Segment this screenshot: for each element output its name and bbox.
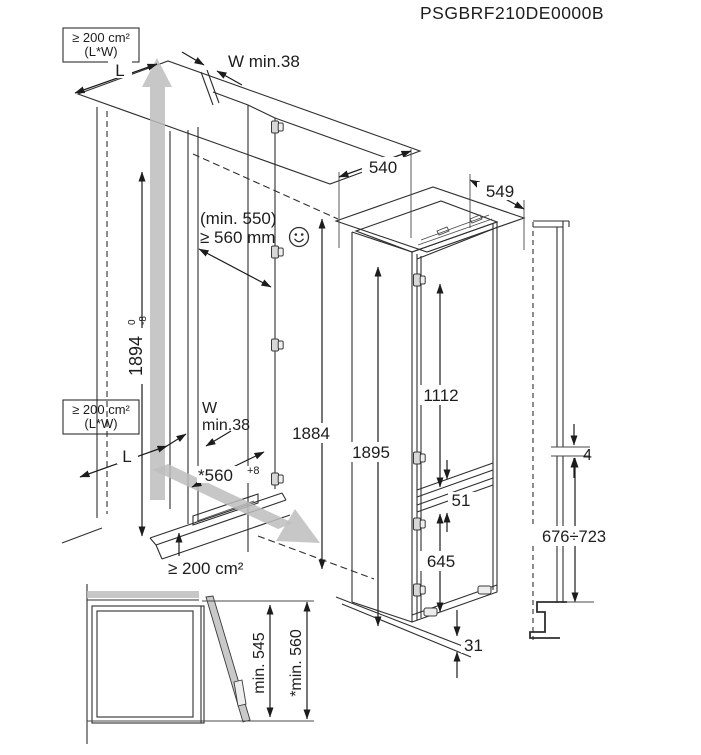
niche-dimensions xyxy=(63,28,335,578)
lower-clearance-area: ≥ 200 cm² xyxy=(72,402,130,417)
appliance-width-label: 540 xyxy=(368,158,398,177)
smiley-icon xyxy=(290,228,309,247)
lower-length-label: L xyxy=(122,447,132,466)
lower-panel-range-label: 676÷723 xyxy=(541,528,607,546)
hinge-icon xyxy=(272,121,284,133)
open-depth-min-label: min. 545 xyxy=(251,632,268,694)
airflow-up-arrow-icon xyxy=(142,58,172,500)
top-clearance-area: ≥ 200 cm² xyxy=(72,30,130,45)
niche-depth-min-label: ≥ 560 mm xyxy=(200,228,276,247)
model-number: PSGBRF210DE0000B xyxy=(420,3,605,23)
top-wall-thickness-label: W min.38 xyxy=(228,52,300,71)
appliance-dimensions xyxy=(339,149,524,678)
niche-height-tolerance-plus: 0 xyxy=(127,319,138,325)
hinge-icon xyxy=(414,452,426,464)
niche-width-label: *560 xyxy=(198,466,233,485)
appliance-height-label: 1895 xyxy=(352,443,390,462)
upper-door-height-label: 1112 xyxy=(423,386,459,405)
appliance-drawing xyxy=(336,187,524,657)
door-gap-label: 51 xyxy=(451,491,471,510)
hinge-icon xyxy=(414,518,426,530)
niche-height-tolerance-minus: -8 xyxy=(138,316,149,325)
top-length-label: L xyxy=(115,61,125,80)
plinth-height-label: 31 xyxy=(464,636,483,655)
lower-clearance-lw: (L*W) xyxy=(84,416,118,431)
panel-gap-label: 4 xyxy=(583,447,592,464)
door-panel-section-detail xyxy=(530,221,618,640)
lower-wall-min-label: min.38 xyxy=(202,417,251,434)
hinge-icon xyxy=(414,274,426,286)
hinge-icon xyxy=(272,339,284,351)
hinge-icon xyxy=(414,584,426,596)
vent-area-label: ≥ 200 cm² xyxy=(168,559,244,578)
hinge-icon xyxy=(272,473,284,485)
lower-door-height-label: 645 xyxy=(426,552,456,571)
top-view-detail xyxy=(87,584,314,744)
inner-height-label: 1884 xyxy=(292,424,330,443)
appliance-depth-label: 549 xyxy=(485,182,515,201)
top-clearance-lw: (L*W) xyxy=(84,44,118,59)
door-handle xyxy=(234,680,246,706)
niche-width-tolerance: +8 xyxy=(247,465,260,477)
niche-depth-note-label: (min. 550) xyxy=(200,209,277,228)
niche-height-label: 1894 xyxy=(126,335,146,377)
hinge-icon xyxy=(272,246,284,258)
lower-wall-w-label: W xyxy=(202,400,218,417)
niche-depth-star-label: *min. 560 xyxy=(288,629,305,697)
